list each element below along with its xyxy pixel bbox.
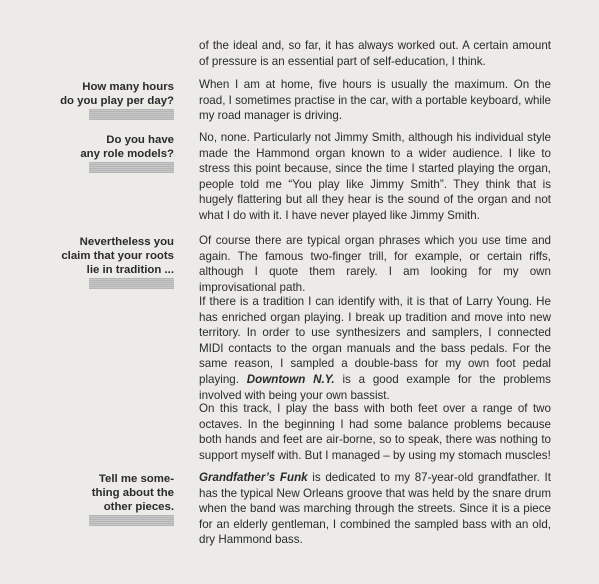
answer-text: is a good example for the problems involved with being your own bassist. [199,372,551,402]
answer-text: When I am at home, five hours is usually the maximum. On the road, I sometimes practise in the car, with a portable keyboard, while my road manager is driving. [199,78,551,123]
question-line: do you play per day? [60,95,174,107]
answer-text: On this track, I play the bass with both feet over a range of two octaves. In the beginning I had some balance problems because both hands and feet are air-borne, so to speak, there was nothing to support myself with. But I managed – by using my stomach muscles! [199,402,551,462]
track-title-downtown-ny: Downtown N.Y. [246,372,335,386]
question-line: How many hours [82,81,174,93]
answer-role-models [199,130,551,224]
question-marker-bar [89,162,174,173]
question-line: claim that your roots [61,250,174,262]
track-title-grandfathers-funk: Grandfather’s Funk [199,471,308,484]
answer-other-pieces [199,470,551,548]
question-line: Nevertheless you [79,236,174,248]
question-line: lie in tradition ... [86,264,174,276]
answer-text: is dedicated to my 87-year-old grandfather. It has the typical New Orleans groove that was held by the snare drum when the band was marching through the streets. Since it is a piece for an elderly gentleman, I combined the sampled bass with an old, dry Hammond bass. [199,471,551,547]
question-marker-bar [89,109,174,120]
answer-text: No, none. Particularly not Jimmy Smith, although his individual style made the Hammond organ known to a wider audience. I like to stress this point because, since the time I started playing the organ, people told me “You play like Jimmy Smith”. They think that is hugely flattering but all they hear is the sound of the organ and not what I do with it. I have never played like Jimmy Smith. [199,131,551,222]
answer-text: Of course there are typical organ phrases which you use time and again. The famous two-finger trill, for example, or certain riffs, although I quote them rarely. I am looking for my own improvisational path. [199,234,551,294]
answer-paragraph-continued [199,38,551,69]
question-line: any role models? [80,148,174,160]
question-role-models [44,133,174,173]
question-marker-bar [89,278,174,289]
answer-roots-in-tradition [199,233,551,295]
question-line: Do you have [106,134,174,146]
answer-text: If there is a tradition I can identify with, it is that of Larry Young. He has enriched organ playing. I break up tradition and move into new territory. In order to use synthesizers and samplers, I connected MIDI contacts to the organ manuals and the bass pedals. For the same reason, I sampled a double-bass for my own foot pedal playing. [199,295,551,386]
question-line: other pieces. [103,501,174,513]
answer-tradition-larry-young [199,294,551,403]
answer-hours-per-day [199,77,551,124]
question-other-pieces [44,472,174,526]
question-line: Tell me some- [98,473,174,485]
answer-bass-pedals [199,401,551,463]
question-roots-in-tradition [44,235,174,289]
answer-text: of the ideal and, so far, it has always worked out. A certain amount of pressure is an essential part of self-education, I think. [199,39,551,68]
question-hours-per-day [44,80,174,120]
question-line: thing about the [91,487,174,499]
question-marker-bar [89,515,174,526]
